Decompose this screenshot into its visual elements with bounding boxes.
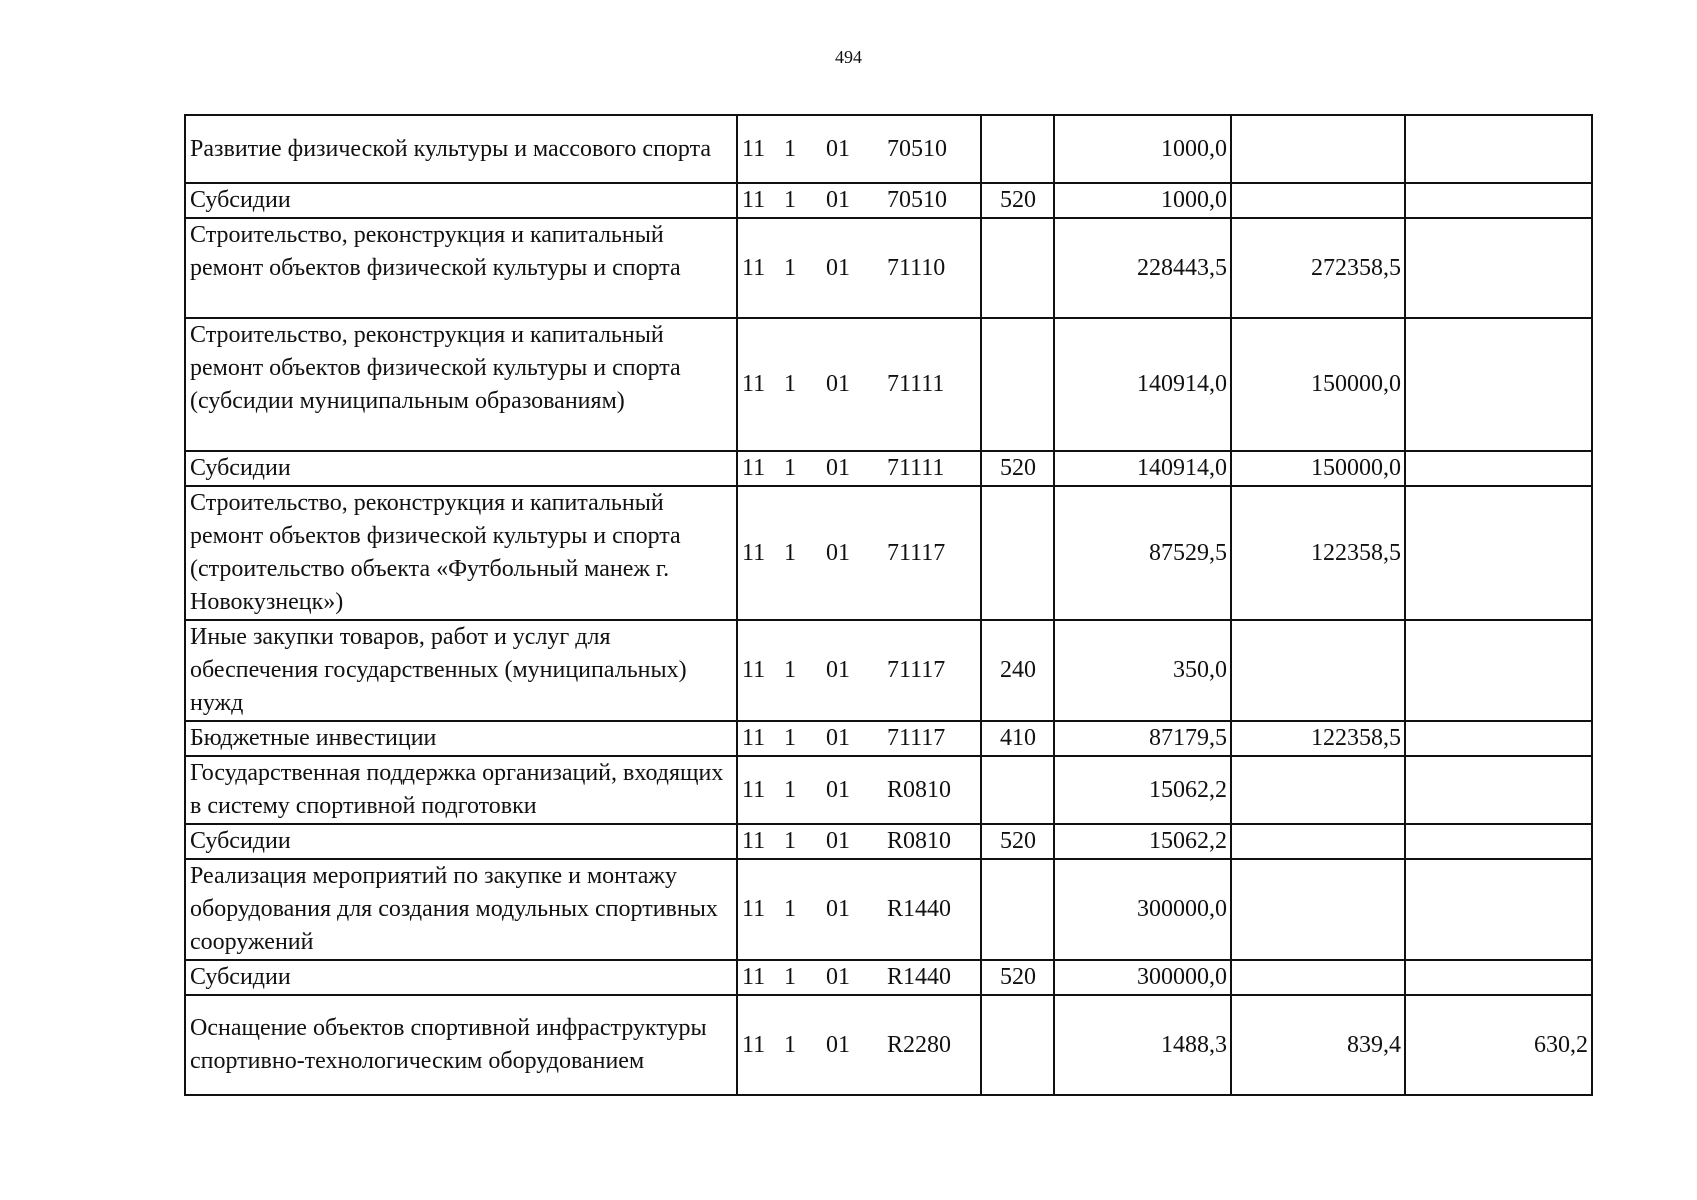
row-value-3	[1405, 960, 1592, 995]
code-part: 01	[826, 964, 850, 990]
row-expense-type	[981, 995, 1054, 1095]
row-value-3	[1405, 115, 1592, 183]
row-value-3	[1405, 859, 1592, 960]
row-value-2	[1231, 756, 1405, 824]
code-part: R0810	[887, 776, 952, 803]
row-value-2: 122358,5	[1231, 721, 1405, 756]
table-row	[185, 218, 1592, 318]
row-value-3	[1405, 183, 1592, 218]
row-expense-type	[981, 859, 1054, 960]
table-row	[185, 721, 1592, 756]
code-part: 11	[742, 135, 766, 162]
page-number: 494	[835, 47, 862, 67]
code-part: 01	[826, 254, 850, 281]
row-expense-type: 240	[981, 620, 1054, 721]
row-expense-type	[981, 756, 1054, 824]
row-value-2	[1231, 824, 1405, 859]
row-value-1: 300000,0	[1054, 859, 1231, 960]
code-part: 01	[826, 657, 850, 683]
code-part: 11	[742, 455, 766, 481]
row-value-3	[1405, 486, 1592, 620]
row-value-2	[1231, 960, 1405, 995]
budget-table-body	[185, 115, 1592, 1095]
row-name: Субсидии	[185, 960, 737, 995]
code-part: 71110	[887, 254, 946, 281]
row-value-1: 228443,5	[1054, 218, 1231, 318]
row-value-2: 150000,0	[1231, 318, 1405, 451]
code-part: 01	[826, 1031, 850, 1058]
code-part: 1	[784, 1031, 796, 1058]
row-value-1: 300000,0	[1054, 960, 1231, 995]
row-code	[737, 451, 981, 486]
row-code	[737, 486, 981, 620]
code-part: 01	[826, 896, 850, 922]
row-expense-type	[981, 218, 1054, 318]
code-part: 1	[784, 828, 796, 854]
row-value-2: 272358,5	[1231, 218, 1405, 318]
table-row	[185, 620, 1592, 721]
code-part: R1440	[887, 896, 952, 922]
row-expense-type	[981, 486, 1054, 620]
row-expense-type: 520	[981, 960, 1054, 995]
code-part: R2280	[887, 1031, 952, 1058]
row-code	[737, 115, 981, 183]
table-row	[185, 756, 1592, 824]
row-code	[737, 721, 981, 756]
row-expense-type: 520	[981, 824, 1054, 859]
code-part: 01	[826, 455, 850, 481]
table-row	[185, 183, 1592, 218]
code-part: 1	[784, 657, 796, 683]
code-part: 11	[742, 776, 766, 803]
code-part: 71111	[887, 455, 945, 481]
code-part: 11	[742, 896, 766, 922]
code-part: 01	[826, 135, 850, 162]
row-value-3	[1405, 218, 1592, 318]
code-part: 11	[742, 828, 766, 854]
row-name: Реализация мероприятий по закупке и монтажу оборудования для создания модульных спортивных сооружений	[185, 859, 737, 960]
code-part: 01	[826, 187, 850, 213]
code-part: 71117	[887, 657, 946, 683]
code-part: 1	[784, 455, 796, 481]
code-part: R1440	[887, 964, 952, 990]
code-part: 71117	[887, 539, 946, 566]
table-row	[185, 486, 1592, 620]
code-part: R0810	[887, 828, 952, 854]
code-part: 11	[742, 539, 766, 566]
row-value-3	[1405, 756, 1592, 824]
row-value-3	[1405, 318, 1592, 451]
row-code	[737, 183, 981, 218]
table-row	[185, 115, 1592, 183]
table-row	[185, 824, 1592, 859]
code-part: 01	[826, 776, 850, 803]
row-value-2	[1231, 859, 1405, 960]
code-part: 1	[784, 254, 796, 281]
row-expense-type	[981, 115, 1054, 183]
code-part: 1	[784, 371, 796, 397]
row-value-1: 1000,0	[1054, 183, 1231, 218]
code-part: 1	[784, 896, 796, 922]
row-name: Субсидии	[185, 451, 737, 486]
code-part: 1	[784, 539, 796, 566]
row-code	[737, 756, 981, 824]
row-value-2: 150000,0	[1231, 451, 1405, 486]
row-name: Бюджетные инвестиции	[185, 721, 737, 756]
code-part: 11	[742, 371, 766, 397]
code-part: 1	[784, 964, 796, 990]
row-name: Строительство, реконструкция и капитальный ремонт объектов физической культуры и спорта (субсидии муниципальным образованиям)	[185, 318, 737, 451]
code-part: 01	[826, 725, 850, 751]
row-code	[737, 995, 981, 1095]
row-value-3	[1405, 451, 1592, 486]
row-value-1: 15062,2	[1054, 756, 1231, 824]
row-value-2: 122358,5	[1231, 486, 1405, 620]
row-code	[737, 859, 981, 960]
code-part: 71117	[887, 725, 946, 751]
table-row	[185, 859, 1592, 960]
row-code	[737, 960, 981, 995]
code-part: 1	[784, 187, 796, 213]
row-name: Субсидии	[185, 183, 737, 218]
row-expense-type	[981, 318, 1054, 451]
code-part: 11	[742, 1031, 766, 1058]
code-part: 70510	[887, 187, 947, 213]
code-part: 71111	[887, 371, 945, 397]
row-name: Строительство, реконструкция и капитальный ремонт объектов физической культуры и спорта	[185, 218, 737, 318]
table-row	[185, 451, 1592, 486]
row-expense-type: 520	[981, 183, 1054, 218]
code-part: 01	[826, 828, 850, 854]
row-name: Оснащение объектов спортивной инфраструктуры спортивно-технологическим оборудованием	[185, 995, 737, 1095]
code-part: 11	[742, 254, 766, 281]
row-code	[737, 318, 981, 451]
code-part: 01	[826, 371, 850, 397]
row-value-1: 15062,2	[1054, 824, 1231, 859]
row-value-1: 350,0	[1054, 620, 1231, 721]
row-code	[737, 824, 981, 859]
code-part: 1	[784, 725, 796, 751]
row-value-1: 140914,0	[1054, 451, 1231, 486]
budget-table	[184, 114, 1593, 1096]
row-code	[737, 620, 981, 721]
row-value-3	[1405, 620, 1592, 721]
code-part: 01	[826, 539, 850, 566]
code-part: 11	[742, 187, 766, 213]
row-value-1: 140914,0	[1054, 318, 1231, 451]
code-part: 70510	[887, 135, 947, 162]
row-value-2: 839,4	[1231, 995, 1405, 1095]
row-value-3	[1405, 824, 1592, 859]
code-part: 11	[742, 964, 766, 990]
row-value-3	[1405, 721, 1592, 756]
code-part: 11	[742, 725, 766, 751]
row-value-1: 87529,5	[1054, 486, 1231, 620]
row-name: Иные закупки товаров, работ и услуг для обеспечения государственных (муниципальных) нужд	[185, 620, 737, 721]
row-expense-type: 520	[981, 451, 1054, 486]
row-value-2	[1231, 183, 1405, 218]
table-row	[185, 960, 1592, 995]
row-value-3: 630,2	[1405, 995, 1592, 1095]
row-value-1: 1488,3	[1054, 995, 1231, 1095]
table-row	[185, 995, 1592, 1095]
code-part: 1	[784, 135, 796, 162]
code-part: 1	[784, 776, 796, 803]
row-name: Государственная поддержка организаций, входящих в систему спортивной подготовки	[185, 756, 737, 824]
code-part: 11	[742, 657, 766, 683]
row-expense-type: 410	[981, 721, 1054, 756]
row-value-1: 1000,0	[1054, 115, 1231, 183]
row-value-2	[1231, 115, 1405, 183]
row-code	[737, 218, 981, 318]
row-name: Строительство, реконструкция и капитальный ремонт объектов физической культуры и спорта (строительство объекта «Футбольный манеж г. Новокузнецк»)	[185, 486, 737, 620]
row-name: Субсидии	[185, 824, 737, 859]
row-value-2	[1231, 620, 1405, 721]
row-name: Развитие физической культуры и массового спорта	[185, 115, 737, 183]
table-row	[185, 318, 1592, 451]
row-value-1: 87179,5	[1054, 721, 1231, 756]
